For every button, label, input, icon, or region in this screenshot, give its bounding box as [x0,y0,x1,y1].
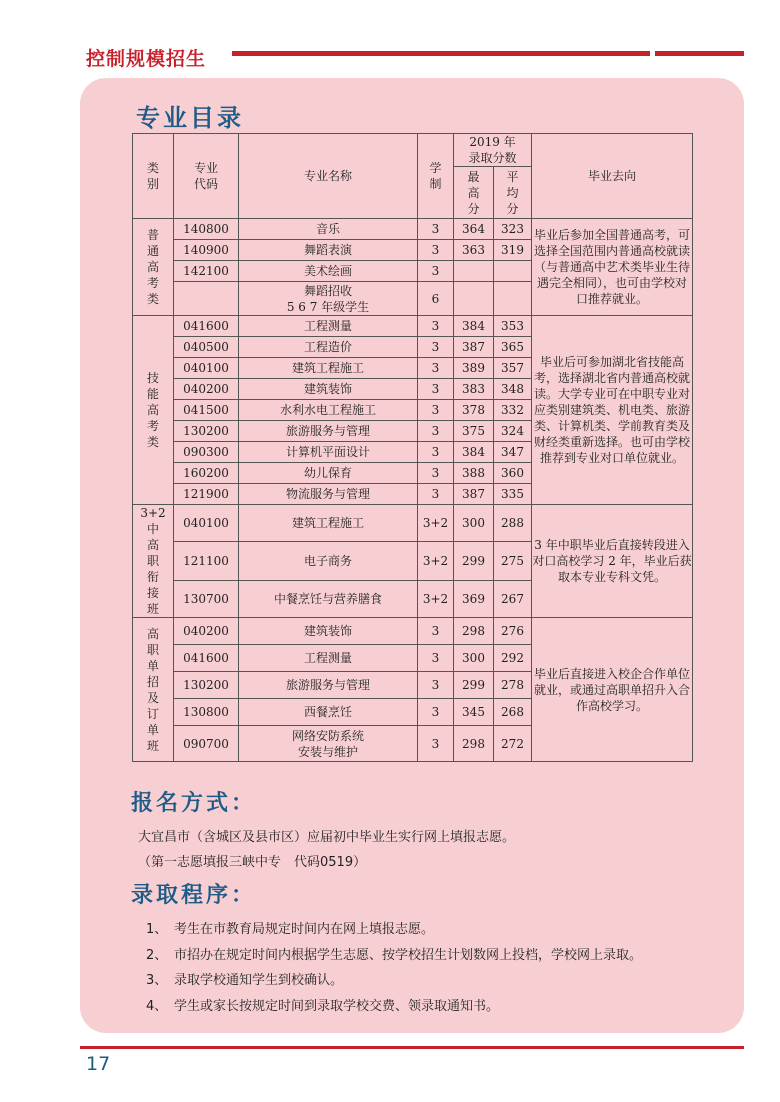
name-cell: 舞蹈招收 5 6 7 年级学生 [239,282,418,316]
years-cell: 3 [418,337,454,358]
avg-score-cell: 275 [494,541,532,580]
name-cell: 电子商务 [239,541,418,580]
years-cell: 3 [418,484,454,505]
years-cell: 3 [418,219,454,240]
header-code: 专业 代码 [174,134,239,219]
years-cell: 3 [418,316,454,337]
avg-score-cell [494,282,532,316]
admission-step: 2、 市招办在规定时间内根据学生志愿、按学校招生计划数网上投档，学校网上录取。 [146,948,643,963]
max-score-cell: 389 [454,358,494,379]
catalog-body [133,219,693,762]
name-cell: 旅游服务与管理 [239,421,418,442]
apply-title: 报名方式： [131,791,257,816]
code-cell: 040100 [174,358,239,379]
max-score-cell: 345 [454,699,494,726]
header-category: 类 别 [133,134,174,219]
avg-score-cell: 332 [494,400,532,421]
code-cell: 040500 [174,337,239,358]
footer-rule [80,1046,744,1049]
section-header-title: 控制规模招生 [86,48,207,70]
code-cell: 040100 [174,505,239,542]
avg-score-cell: 268 [494,699,532,726]
apply-line-2: （第一志愿填报三峡中专 代码0519） [138,855,367,870]
years-cell: 6 [418,282,454,316]
avg-score-cell: 335 [494,484,532,505]
years-cell: 3 [418,421,454,442]
years-cell: 3 [418,618,454,645]
code-cell: 142100 [174,261,239,282]
header-avg-score: 平 均 分 [494,167,532,219]
max-score-cell: 378 [454,400,494,421]
code-cell: 041500 [174,400,239,421]
name-cell: 工程测量 [239,645,418,672]
name-cell: 旅游服务与管理 [239,672,418,699]
name-cell: 水利水电工程施工 [239,400,418,421]
code-cell: 041600 [174,316,239,337]
code-cell: 121900 [174,484,239,505]
destination-cell: 毕业后直接进入校企合作单位就业，或通过高职单招升入合作高校学习。 [532,618,693,762]
avg-score-cell: 292 [494,645,532,672]
code-cell: 140900 [174,240,239,261]
avg-score-cell: 323 [494,219,532,240]
destination-cell: 毕业后可参加湖北省技能高考，选择湖北省内普通高校就读。大学专业可在中职专业对应类别建筑类、机电类、旅游类、计算机类、学前教育类及财经类重新选择。也可由学校推荐到专业对口单位就业。 [532,316,693,505]
admission-title: 录取程序： [131,883,257,908]
code-cell: 090700 [174,726,239,762]
max-score-cell: 300 [454,505,494,542]
name-cell: 中餐烹饪与营养膳食 [239,581,418,618]
admission-step: 1、 考生在市教育局规定时间内在网上填报志愿。 [146,922,435,937]
years-cell: 3 [418,645,454,672]
catalog-table [132,133,693,762]
destination-cell: 3 年中职毕业后直接转段进入对口高校学习 2 年，毕业后获取本专业专科文凭。 [532,505,693,618]
code-cell: 090300 [174,442,239,463]
name-cell: 计算机平面设计 [239,442,418,463]
max-score-cell: 387 [454,337,494,358]
table-row [133,316,693,337]
avg-score-cell: 360 [494,463,532,484]
name-cell: 西餐烹饪 [239,699,418,726]
max-score-cell: 299 [454,541,494,580]
avg-score-cell: 288 [494,505,532,542]
name-cell: 音乐 [239,219,418,240]
years-cell: 3 [418,379,454,400]
max-score-cell: 375 [454,421,494,442]
years-cell: 3+2 [418,505,454,542]
category-cell: 高 职 单 招 及 订 单 班 [133,618,174,762]
max-score-cell: 298 [454,726,494,762]
name-cell: 建筑工程施工 [239,358,418,379]
name-cell: 建筑装饰 [239,379,418,400]
table-row [133,219,693,240]
max-score-cell: 384 [454,316,494,337]
header-destination: 毕业去向 [532,134,693,219]
code-cell: 160200 [174,463,239,484]
code-cell: 041600 [174,645,239,672]
name-cell: 舞蹈表演 [239,240,418,261]
category-cell: 技 能 高 考 类 [133,316,174,505]
years-cell: 3 [418,699,454,726]
code-cell: 130800 [174,699,239,726]
max-score-cell: 369 [454,581,494,618]
name-cell: 幼儿保育 [239,463,418,484]
destination-cell: 毕业后参加全国普通高考，可选择全国范围内普通高校就读（与普通高中艺术类毕业生待遇完全相同），也可由学校对口推荐就业。 [532,219,693,316]
avg-score-cell: 272 [494,726,532,762]
category-cell: 普 通 高 考 类 [133,219,174,316]
years-cell: 3 [418,240,454,261]
code-cell: 130200 [174,672,239,699]
max-score-cell: 387 [454,484,494,505]
admission-step: 3、 录取学校通知学生到校确认。 [146,973,344,988]
avg-score-cell: 365 [494,337,532,358]
admission-step: 4、 学生或家长按规定时间到录取学校交费、领录取通知书。 [146,999,500,1014]
avg-score-cell: 319 [494,240,532,261]
max-score-cell: 384 [454,442,494,463]
page-number: 17 [86,1053,111,1075]
header-max-score: 最 高 分 [454,167,494,219]
header-scores-group: 2019 年 录取分数 [454,134,532,167]
max-score-cell: 363 [454,240,494,261]
years-cell: 3+2 [418,541,454,580]
category-cell: 3+2 中 高 职 衔 接 班 [133,505,174,618]
max-score-cell [454,261,494,282]
max-score-cell: 299 [454,672,494,699]
avg-score-cell: 278 [494,672,532,699]
name-cell: 网络安防系统 安装与维护 [239,726,418,762]
max-score-cell [454,282,494,316]
max-score-cell: 298 [454,618,494,645]
name-cell: 工程测量 [239,316,418,337]
years-cell: 3+2 [418,581,454,618]
years-cell: 3 [418,261,454,282]
code-cell: 121100 [174,541,239,580]
table-row [133,505,693,542]
years-cell: 3 [418,463,454,484]
max-score-cell: 364 [454,219,494,240]
avg-score-cell: 267 [494,581,532,618]
code-cell: 040200 [174,379,239,400]
name-cell: 美术绘画 [239,261,418,282]
header-rule [232,51,744,56]
header-name: 专业名称 [239,134,418,219]
name-cell: 物流服务与管理 [239,484,418,505]
code-cell: 040200 [174,618,239,645]
avg-score-cell: 324 [494,421,532,442]
avg-score-cell: 347 [494,442,532,463]
apply-line-1: 大宜昌市（含城区及县市区）应届初中毕业生实行网上填报志愿。 [138,830,516,845]
table-row [133,618,693,645]
years-cell: 3 [418,400,454,421]
max-score-cell: 383 [454,379,494,400]
max-score-cell: 300 [454,645,494,672]
avg-score-cell: 276 [494,618,532,645]
code-cell: 130200 [174,421,239,442]
avg-score-cell [494,261,532,282]
years-cell: 3 [418,726,454,762]
max-score-cell: 388 [454,463,494,484]
code-cell [174,282,239,316]
name-cell: 建筑装饰 [239,618,418,645]
code-cell: 130700 [174,581,239,618]
avg-score-cell: 353 [494,316,532,337]
avg-score-cell: 348 [494,379,532,400]
avg-score-cell: 357 [494,358,532,379]
years-cell: 3 [418,672,454,699]
catalog-title: 专业目录 [136,104,244,132]
years-cell: 3 [418,442,454,463]
years-cell: 3 [418,358,454,379]
header-years: 学 制 [418,134,454,219]
name-cell: 工程造价 [239,337,418,358]
name-cell: 建筑工程施工 [239,505,418,542]
code-cell: 140800 [174,219,239,240]
